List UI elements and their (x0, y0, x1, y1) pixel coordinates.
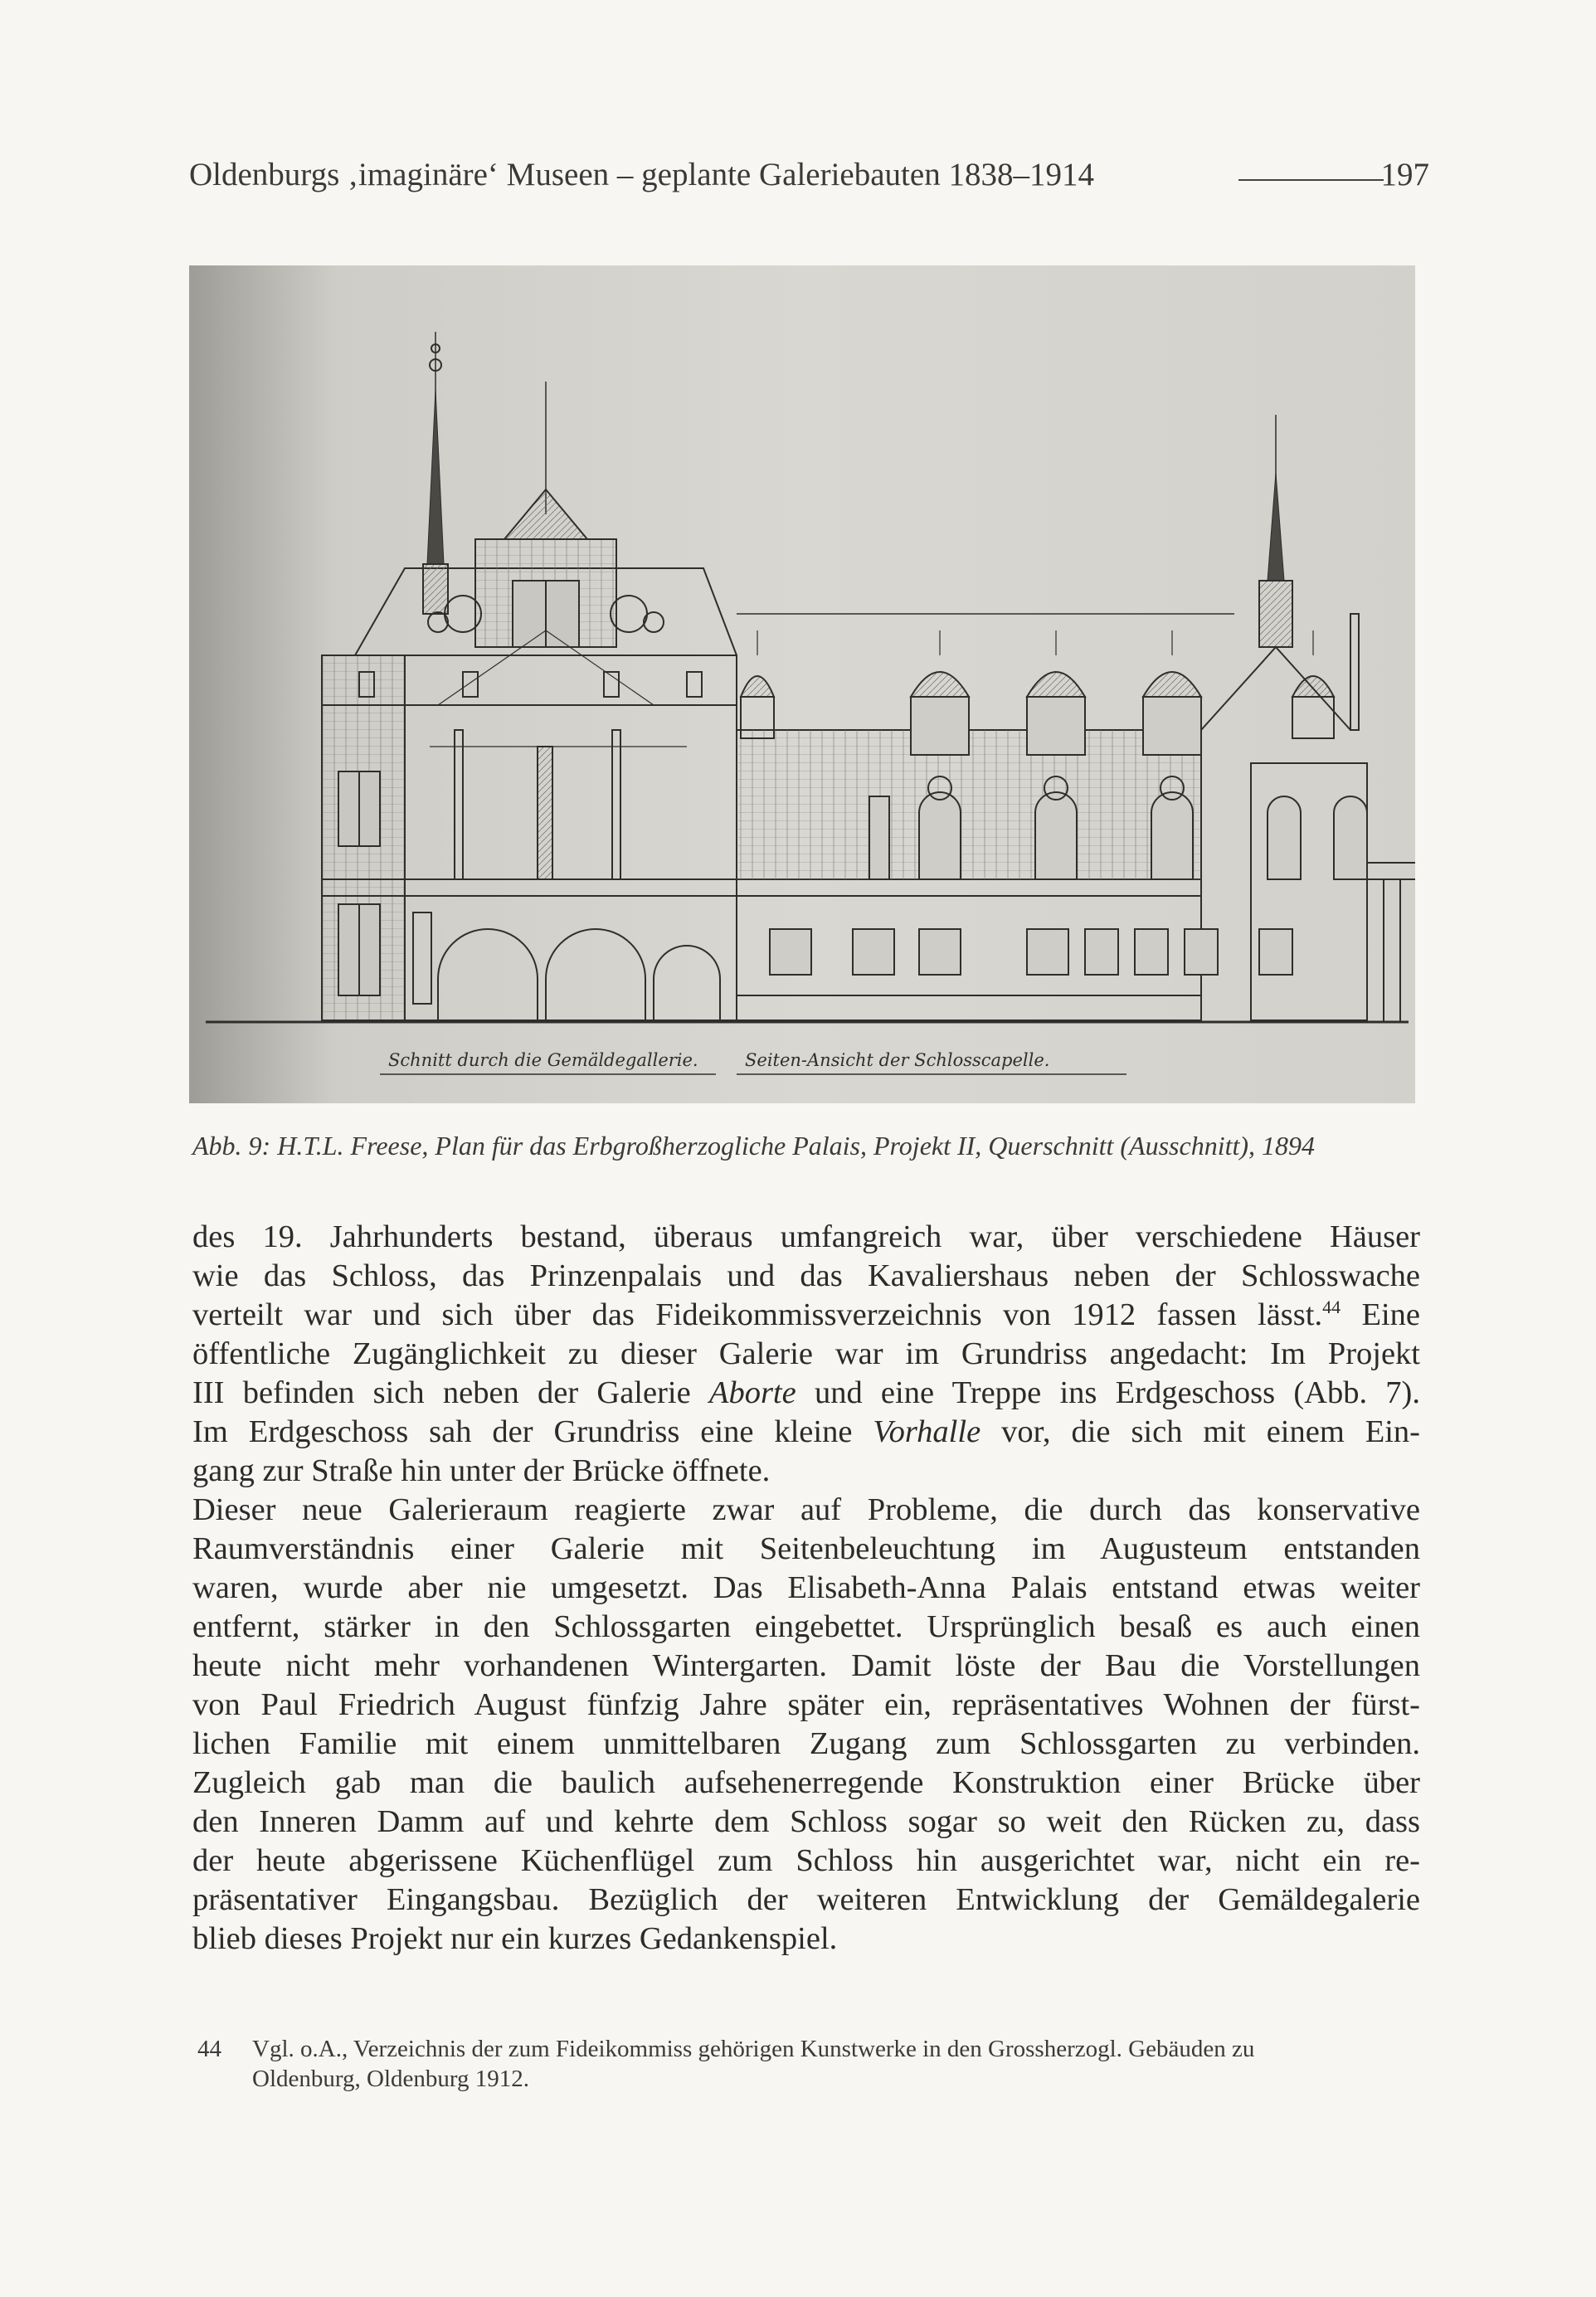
text-fragment: III befinden sich neben der Galerie (192, 1375, 709, 1410)
body-text (192, 1218, 1420, 1959)
text-fragment: Eine (1341, 1297, 1420, 1332)
text-fragment: vor, die sich mit einem Ein- (980, 1414, 1420, 1449)
page-number: 197 (1380, 157, 1429, 192)
footnote-reference: 44 (1322, 1297, 1341, 1317)
text-line: von Paul Friedrich August fünfzig Jahre später ein, repräsentatives Wohnen der fürst- (192, 1687, 1420, 1722)
text-line (192, 1413, 1420, 1452)
text-line: blieb dieses Projekt nur ein kurzes Gedankenspiel. (192, 1921, 838, 1956)
text-line: lichen Familie mit einem unmittelbaren Zugang zum Schlossgarten zu verbinden. (192, 1726, 1420, 1761)
text-fragment: Im Erdgeschoss sah der Grundriss eine kleine (192, 1414, 873, 1449)
text-line (192, 1296, 1420, 1335)
text-line: öffentliche Zugänglichkeit zu dieser Galerie war im Grundriss angedacht: Im Projekt (192, 1336, 1420, 1371)
text-line: heute nicht mehr vorhandenen Wintergarten. Damit löste der Bau die Vorstellungen (192, 1648, 1420, 1683)
text-line: der heute abgerissene Küchenflügel zum Schloss hin ausgerichtet war, nicht ein re- (192, 1843, 1420, 1878)
italic-term: Vorhalle (873, 1414, 981, 1449)
text-line: präsentativer Eingangsbau. Bezüglich der weiteren Entwicklung der Gemäldegalerie (192, 1882, 1420, 1917)
text-line: Dieser neue Galerieraum reagierte zwar auf Probleme, die durch das konservative (192, 1492, 1420, 1527)
footnote-line: Oldenburg, Oldenburg 1912. (252, 2066, 530, 2092)
drawing-label-right: Seiten-Ansicht der Schlosscapelle. (745, 1050, 1050, 1070)
drawing-label-left: Schnitt durch die Gemäldegallerie. (388, 1050, 698, 1070)
text-line: Raumverständnis einer Galerie mit Seitenbeleuchtung im Augusteum entstanden (192, 1531, 1420, 1566)
text-line: Zugleich gab man die baulich aufsehenerregende Konstruktion einer Brücke über (192, 1765, 1420, 1800)
text-line: den Inneren Damm auf und kehrte dem Schloss sogar so weit den Rücken zu, dass (192, 1804, 1420, 1839)
elevation-drawing-svg (189, 265, 1415, 1103)
italic-term: Aborte (708, 1375, 796, 1410)
text-line: des 19. Jahrhunderts bestand, überaus umfangreich war, über verschiedene Häuser (192, 1219, 1420, 1254)
text-line: gang zur Straße hin unter der Brücke öffnete. (192, 1453, 771, 1488)
footnote-text (252, 2034, 1420, 2094)
text-line: entfernt, stärker in den Schlossgarten eingebettet. Ursprünglich besaß es auch einen (192, 1609, 1420, 1644)
text-line: waren, wurde aber nie umgesetzt. Das Elisabeth-Anna Palais entstand etwas weiter (192, 1570, 1420, 1605)
text-fragment: und eine Treppe ins Erdgeschoss (Abb. 7). (796, 1375, 1420, 1410)
text-line (192, 1374, 1420, 1413)
footnote-line: Vgl. o.A., Verzeichnis der zum Fideikommiss gehörigen Kunstwerke in den Grossherzogl. Gebäuden zu (252, 2036, 1255, 2062)
text-fragment: verteilt war und sich über das Fideikommissverzeichnis von 1912 fassen lässt. (192, 1297, 1323, 1332)
running-title: Oldenburgs ‚imaginäre‘ Museen – geplante Galeriebauten 1838–1914 (189, 157, 1094, 192)
figure-caption: Abb. 9: H.T.L. Freese, Plan für das Erbgroßherzogliche Palais, Projekt II, Querschnitt (Ausschnitt), 1894 (192, 1131, 1316, 1161)
architectural-drawing (189, 265, 1415, 1103)
running-header (189, 156, 1429, 206)
footnote-number: 44 (197, 2036, 221, 2062)
header-rule (1238, 179, 1384, 181)
text-line: wie das Schloss, das Prinzenpalais und das Kavaliershaus neben der Schlosswache (192, 1258, 1420, 1293)
